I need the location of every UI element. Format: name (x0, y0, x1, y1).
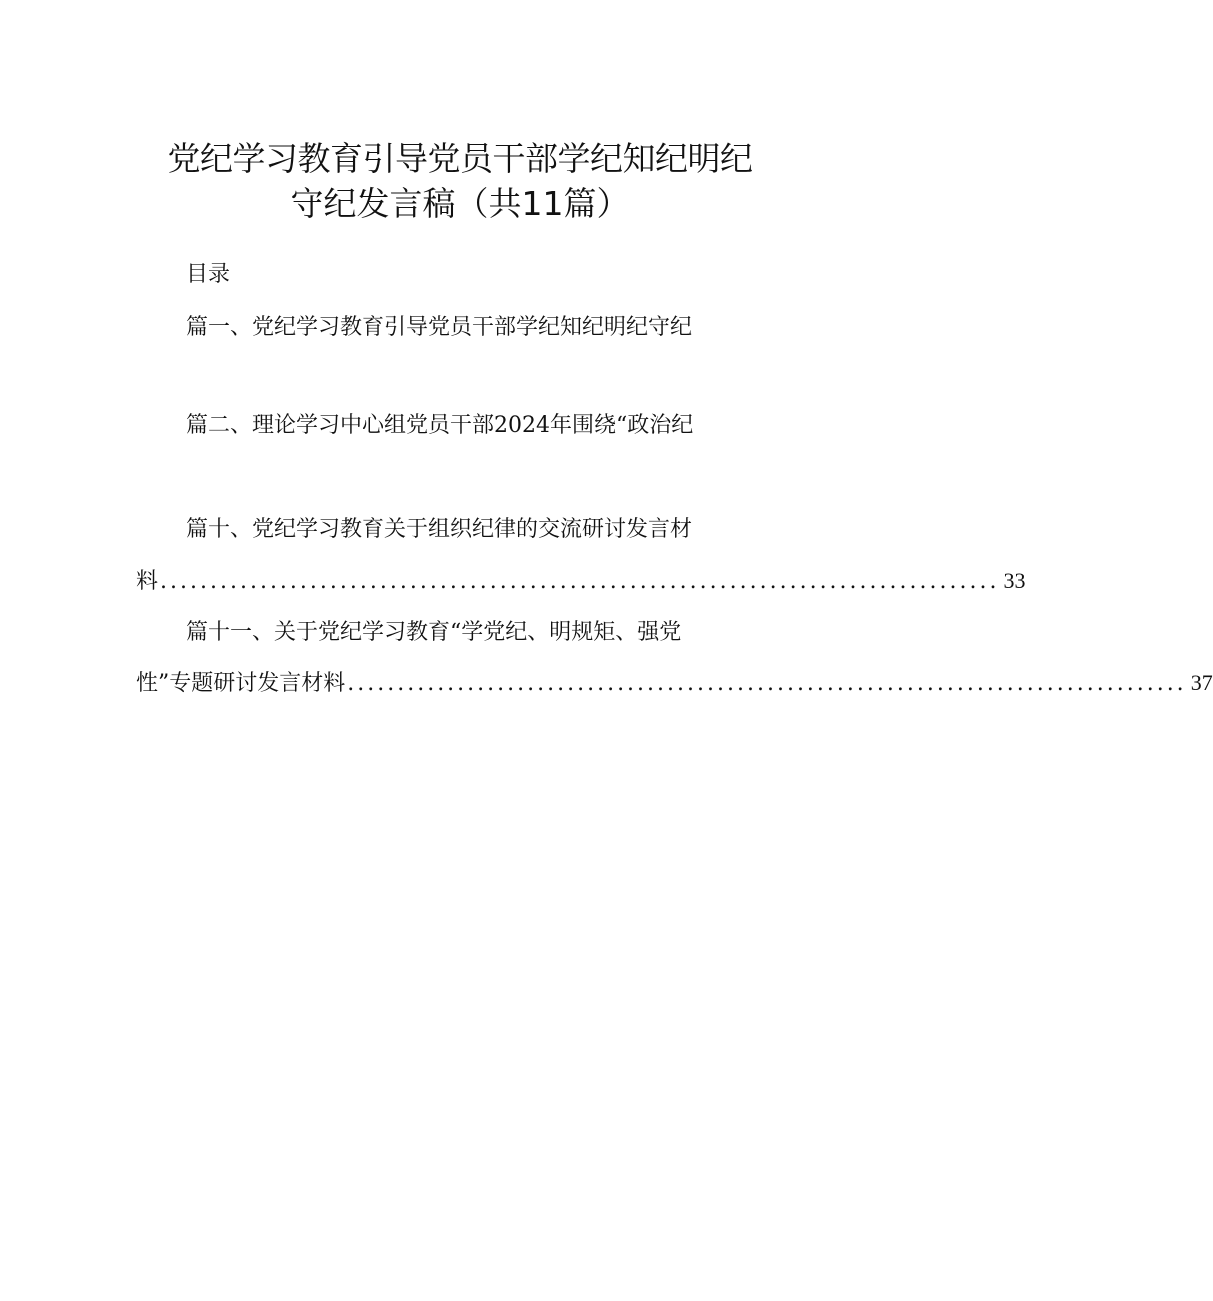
document-title-line-2: 守纪发言稿（共11篇） (290, 184, 630, 223)
document-title-line-1: 党纪学习教育引导党员干部学纪知纪明纪 (167, 139, 753, 178)
toc-entry-1[interactable] (186, 313, 692, 343)
toc-entry-2[interactable] (186, 411, 693, 441)
toc-entry-3-page-number: 33 (1003, 568, 1026, 593)
toc-entry-2-text: 篇二、理论学习中心组党员干部2024年围绕“政治纪 (186, 413, 694, 438)
toc-entry-4-text-cont: 性”专题研讨发言材料 (136, 671, 346, 696)
toc-entry-3-line-1 (186, 515, 692, 545)
toc-entry-4-text: 篇十一、关于党纪学习教育“学党纪、明规矩、强党 (186, 620, 682, 645)
toc-entry-3-text-cont: 料 (136, 569, 159, 594)
toc-entry-4-line-1 (186, 618, 681, 648)
toc-entry-3-text: 篇十、党纪学习教育关于组织纪律的交流研讨发言材 (186, 517, 693, 542)
toc-entry-4-page-number: 37 (1190, 670, 1213, 695)
toc-entry-4-line-2 (136, 668, 1213, 699)
toc-entry-3-dot-leader: .................................................................................... (160, 569, 1000, 594)
toc-entry-3-line-2 (136, 566, 1026, 597)
toc-heading: 目录 (186, 262, 231, 287)
toc-entry-4-dot-leader: .................................................................................... (347, 671, 1187, 696)
toc-entry-1-text: 篇一、党纪学习教育引导党员干部学纪知纪明纪守纪 (186, 315, 693, 340)
